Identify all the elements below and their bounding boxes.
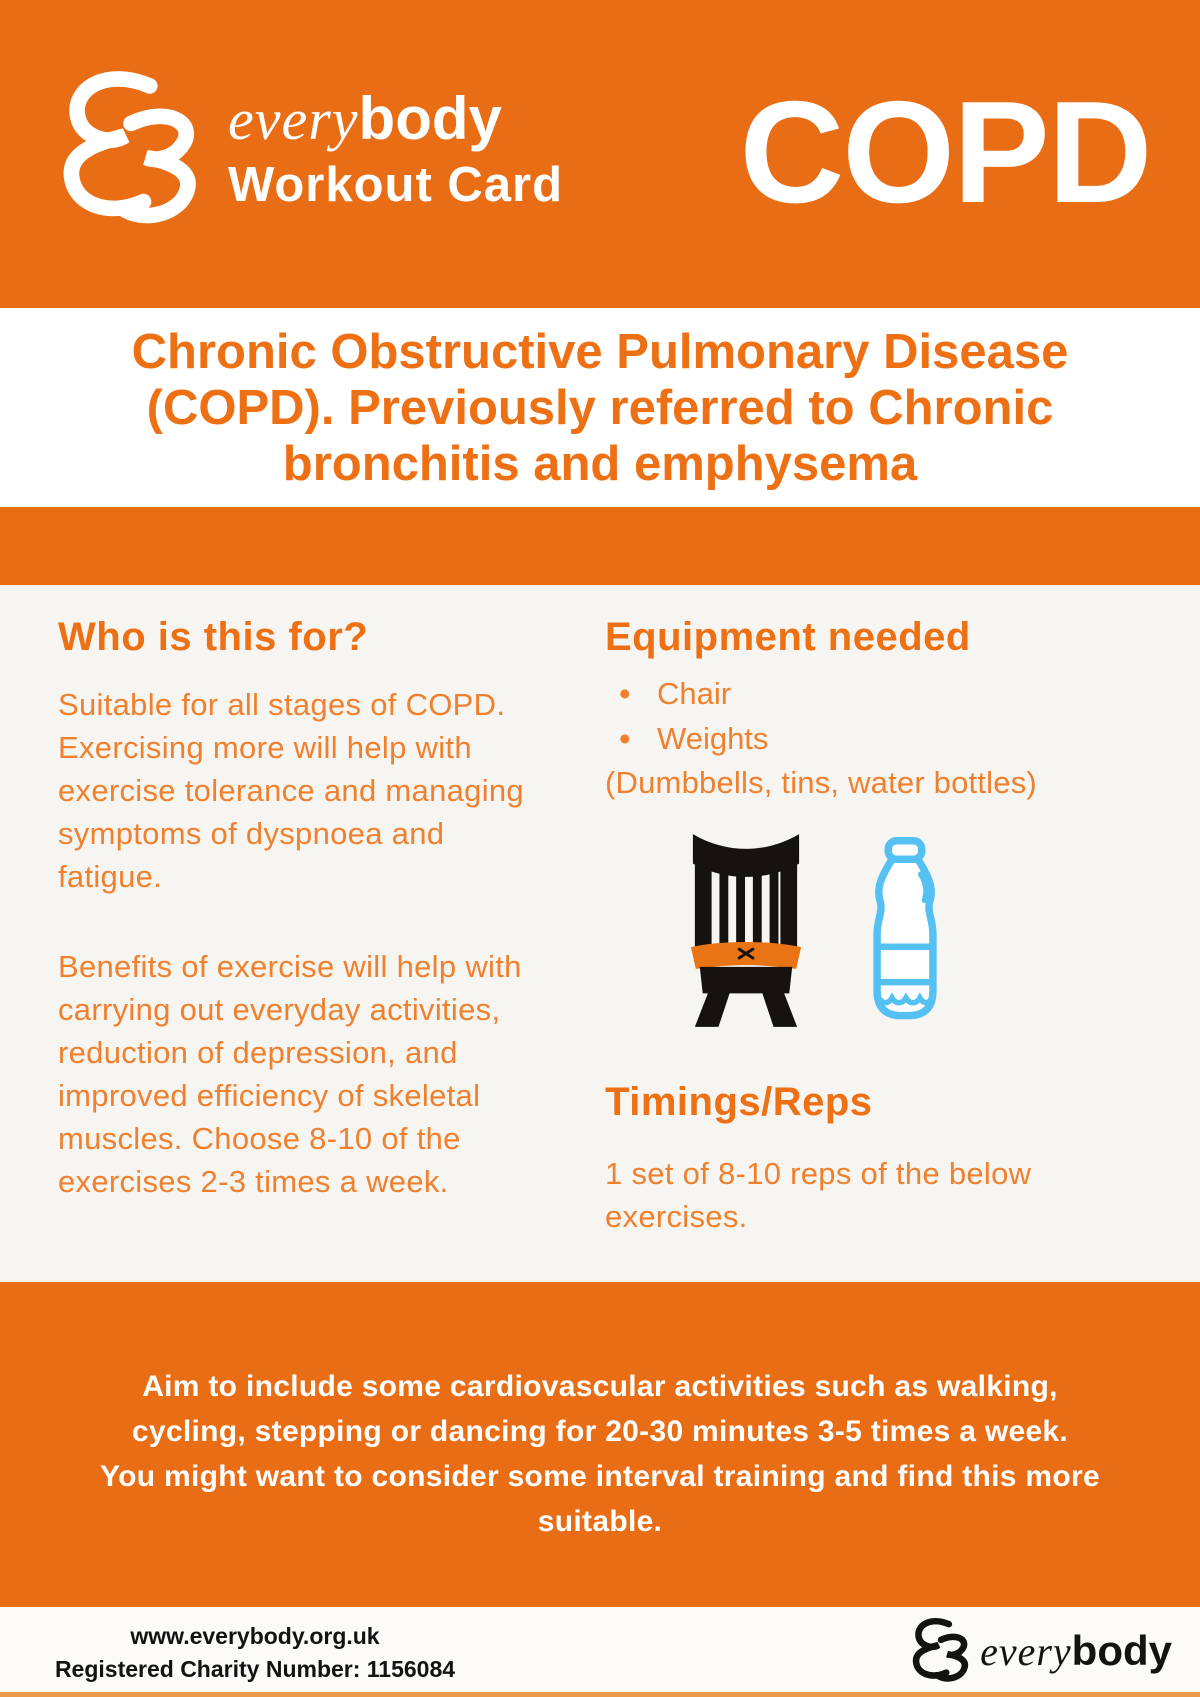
equipment-list-item: • Chair (605, 671, 1165, 716)
brand-product: Workout Card (228, 158, 564, 212)
footer (0, 1607, 1200, 1692)
title-band (0, 308, 1200, 507)
footer-logo (908, 1615, 1172, 1687)
condition-title: COPD (739, 71, 1151, 233)
cardio-line: You might want to consider some interval training and find this more (100, 1459, 1100, 1493)
cardio-line: suitable. (537, 1504, 663, 1538)
footer-brand-every: every (980, 1629, 1072, 1674)
chair-icon (687, 830, 805, 1027)
orange-divider-band (0, 507, 1200, 585)
equipment-list-item: • Weights (605, 716, 1165, 761)
who-heading: Who is this for? (58, 615, 369, 659)
cardio-advice-band (0, 1282, 1200, 1607)
brand-body: body (358, 85, 502, 152)
footer-charity-number: Registered Charity Number: 1156084 (54, 1656, 456, 1682)
water-bottle-icon (863, 837, 947, 1023)
who-section (58, 615, 528, 1203)
timings-heading: Timings/Reps (605, 1080, 873, 1124)
cardio-line: Aim to include some cardiovascular activities such as walking, (142, 1369, 1058, 1403)
cardio-line: cycling, stepping or dancing for 20-30 minutes 3-5 times a week. (131, 1414, 1069, 1448)
bottom-rule (0, 1692, 1200, 1697)
footer-website: www.everybody.org.uk (130, 1623, 380, 1649)
timings-text: 1 set of 8-10 reps of the below exercises. (605, 1156, 1032, 1234)
everybody-eb-monogram-icon (42, 64, 220, 236)
everybody-eb-monogram-icon (908, 1615, 974, 1687)
title-line: (COPD). Previously referred to Chronic (146, 380, 1054, 435)
content-area (0, 585, 1200, 1282)
equipment-icons (687, 830, 1165, 1027)
title-line: bronchitis and emphysema (282, 436, 918, 491)
footer-brand-body: body (1071, 1627, 1172, 1674)
equipment-section (605, 615, 1165, 1238)
equipment-note: (Dumbbells, tins, water bottles) (605, 765, 1037, 800)
who-paragraph-1: Suitable for all stages of COPD. Exercising more will help with exercise tolerance and managing symptoms of dyspnoea and fatigue. (58, 687, 524, 894)
equipment-heading: Equipment needed (605, 615, 971, 659)
title-line: Chronic Obstructive Pulmonary Disease (131, 324, 1069, 379)
brand-wordmark (228, 84, 563, 213)
footer-info (20, 1620, 490, 1686)
brand-every: every (228, 87, 359, 152)
equipment-list (605, 671, 1165, 761)
who-paragraph-2: Benefits of exercise will help with carrying out everyday activities, reduction of depression, and improved efficiency of skeletal muscles. Choose 8-10 of the exercises 2-3 times a week. (58, 949, 522, 1199)
header-band (0, 0, 1200, 308)
